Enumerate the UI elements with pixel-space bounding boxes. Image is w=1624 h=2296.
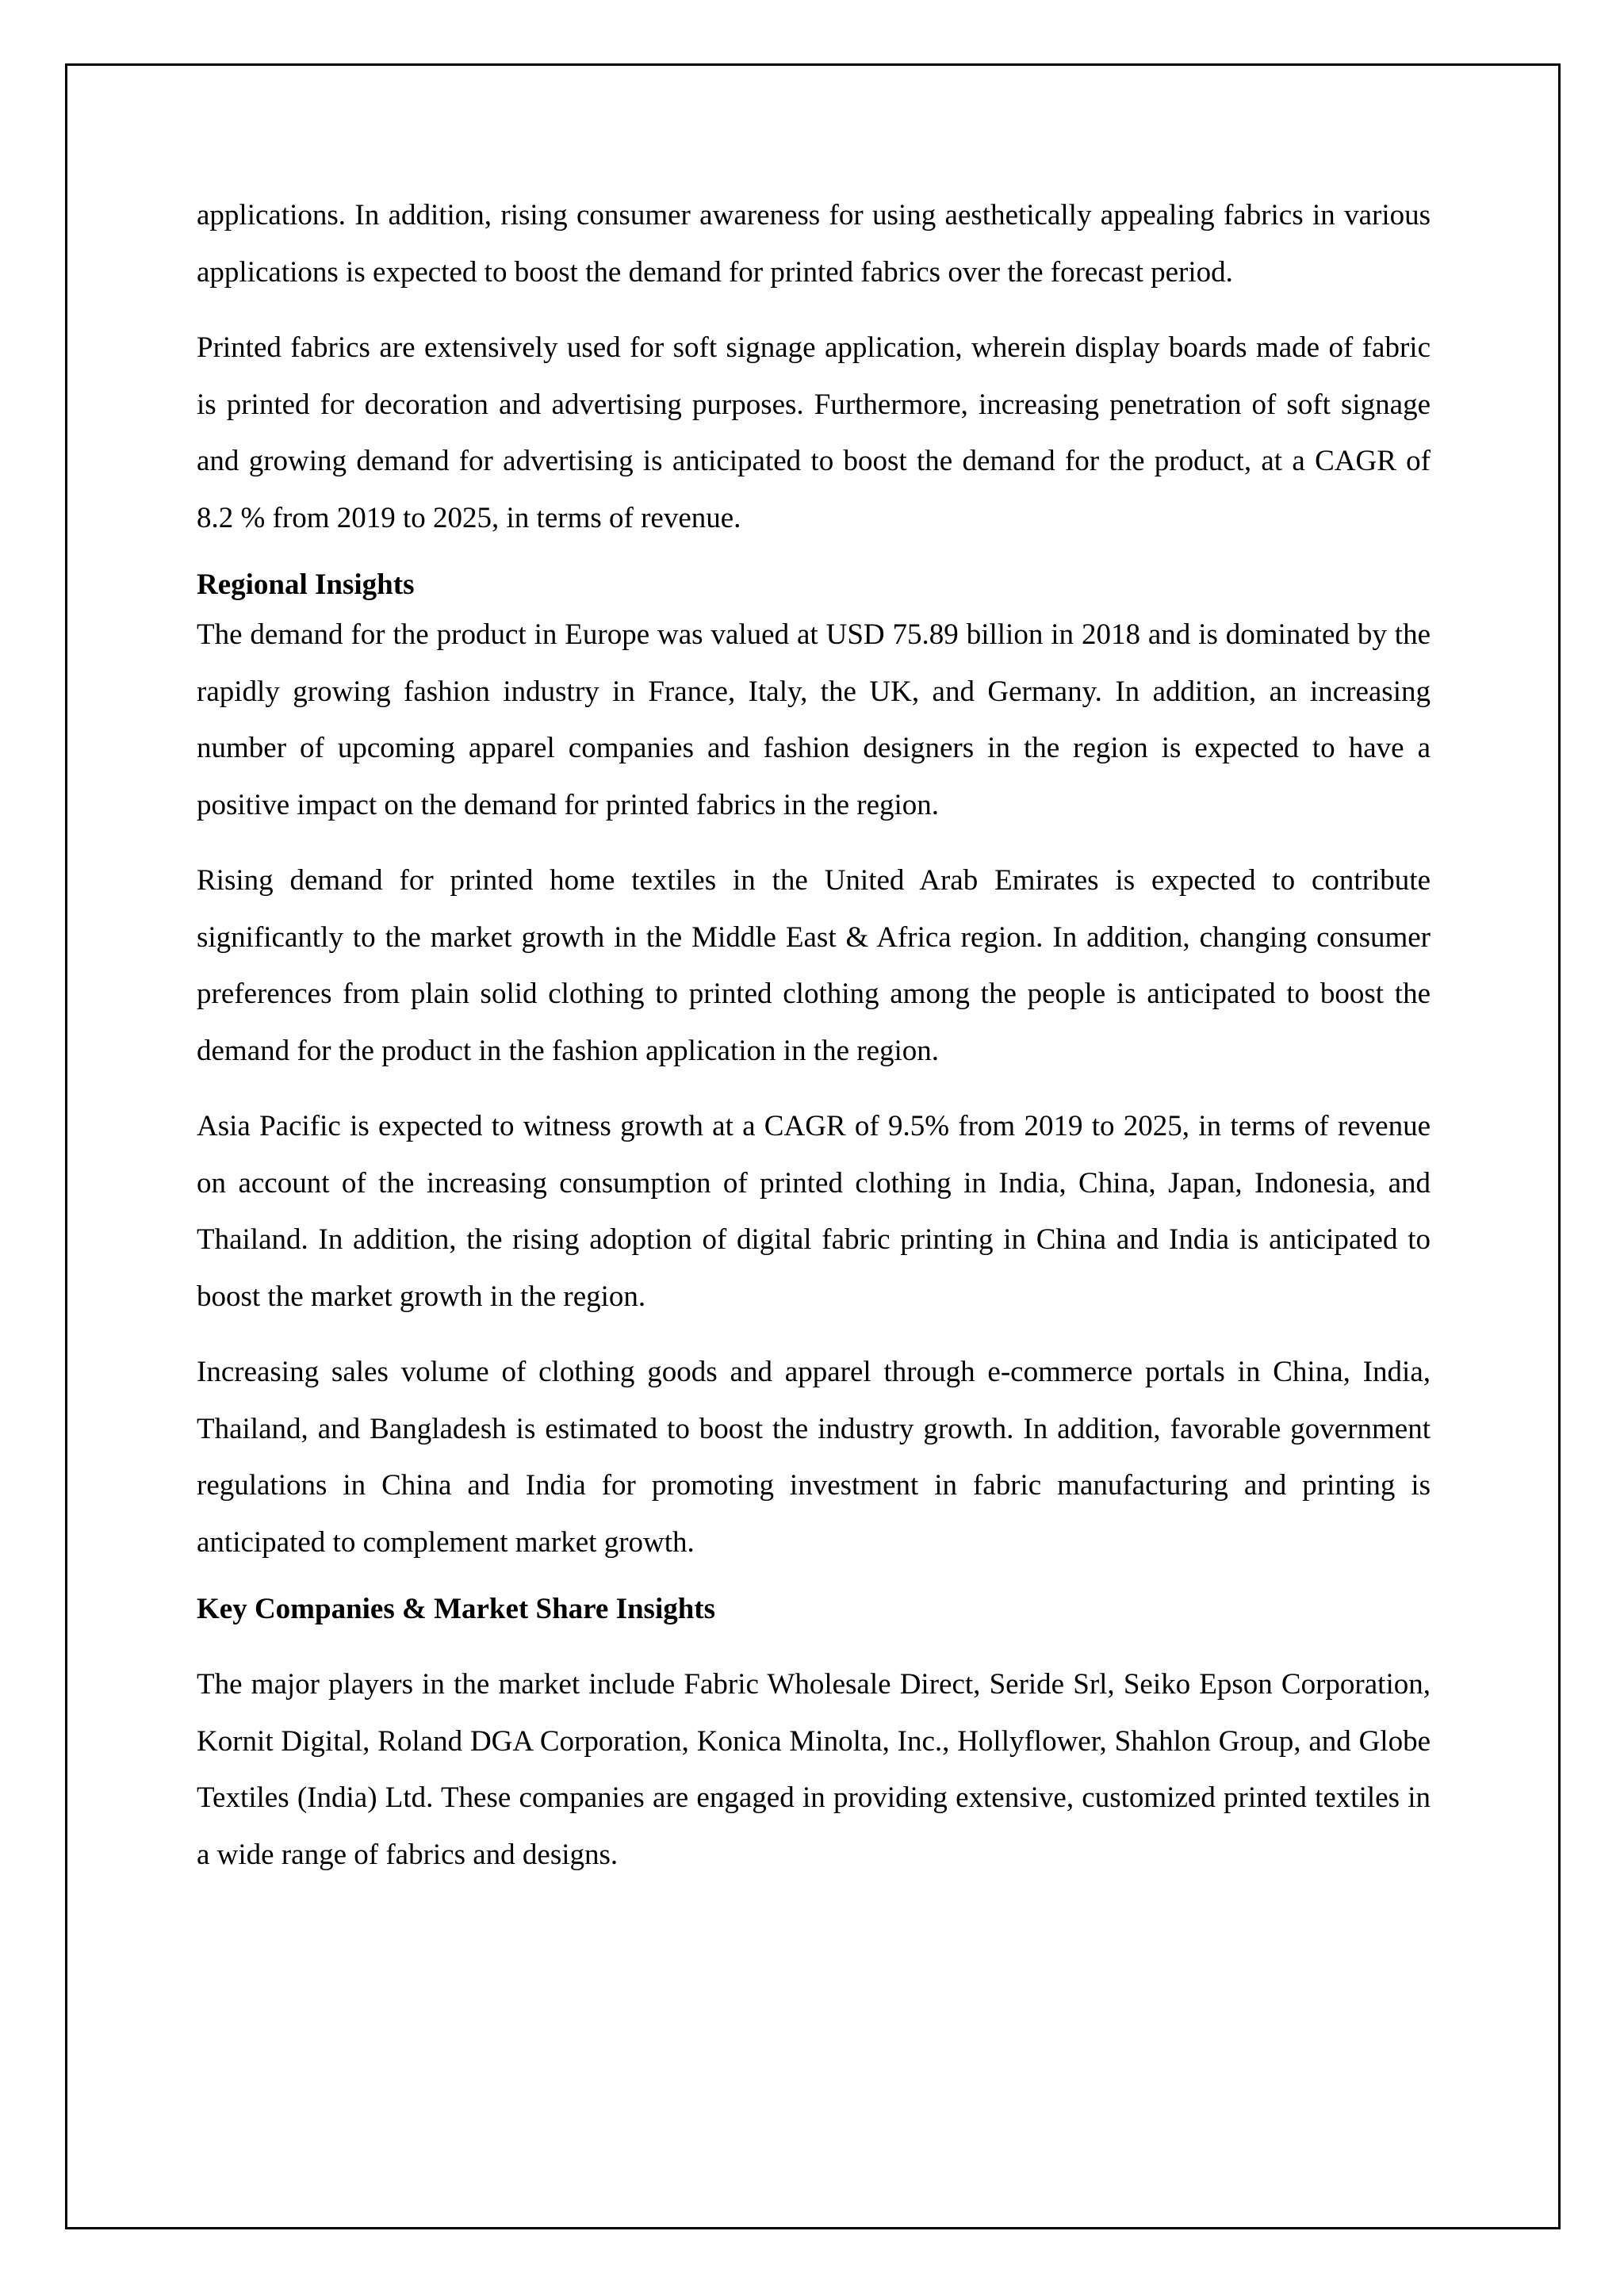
document-body bbox=[197, 187, 1431, 1902]
paragraph-ecommerce: Increasing sales volume of clothing goods and apparel through e-commerce portals in China, India, Thailand, and Bangladesh is estimated to boost the industry growth. In addition, favorable government regulations in China and India for promoting investment in fabric manufacturing and printing is anticipated to complement market growth. bbox=[197, 1356, 1431, 1559]
paragraph-soft-signage: Printed fabrics are extensively used for soft signage application, wherein display boards made of fabric is printed for decoration and advertising purposes. Furthermore, increasing penetration of soft signage and growing demand for advertising is anticipated to boost the demand for the product, at a CAGR of 8.2 % from 2019 to 2025, in terms of revenue. bbox=[197, 331, 1431, 534]
heading-regional-insights: Regional Insights bbox=[197, 568, 415, 601]
paragraph-asia-pacific: Asia Pacific is expected to witness growth at a CAGR of 9.5% from 2019 to 2025, in terms of revenue on account of the increasing consumption of printed clothing in India, China, Japan, Indonesia, and Thailand. In addition, the rising adoption of digital fabric printing in China and India is anticipated to boost the market growth in the region. bbox=[197, 1110, 1431, 1313]
paragraph-applications: applications. In addition, rising consumer awareness for using aesthetically appealing fabrics in various applications is expected to boost the demand for printed fabrics over the forecast period. bbox=[197, 199, 1431, 289]
heading-key-companies: Key Companies & Market Share Insights bbox=[197, 1593, 716, 1625]
paragraph-middle-east-africa: Rising demand for printed home textiles in the United Arab Emirates is expected to contribute significantly to the market growth in the Middle East & Africa region. In addition, changing consumer preferences from plain solid clothing to printed clothing among the people is anticipated to boost the demand for the product in the fashion application in the region. bbox=[197, 864, 1431, 1067]
paragraph-europe: The demand for the product in Europe was valued at USD 75.89 billion in 2018 and is dominated by the rapidly growing fashion industry in France, Italy, the UK, and Germany. In addition, an increasing number of upcoming apparel companies and fashion designers in the region is expected to have a positive impact on the demand for printed fabrics in the region. bbox=[197, 618, 1431, 821]
paragraph-major-players: The major players in the market include Fabric Wholesale Direct, Seride Srl, Seiko Epson Corporation, Kornit Digital, Roland DGA Corporation, Konica Minolta, Inc., Hollyflower, Shahlon Group, and Globe Textiles (India) Ltd. These companies are engaged in providing extensive, customized printed textiles in a wide range of fabrics and designs. bbox=[197, 1668, 1431, 1871]
